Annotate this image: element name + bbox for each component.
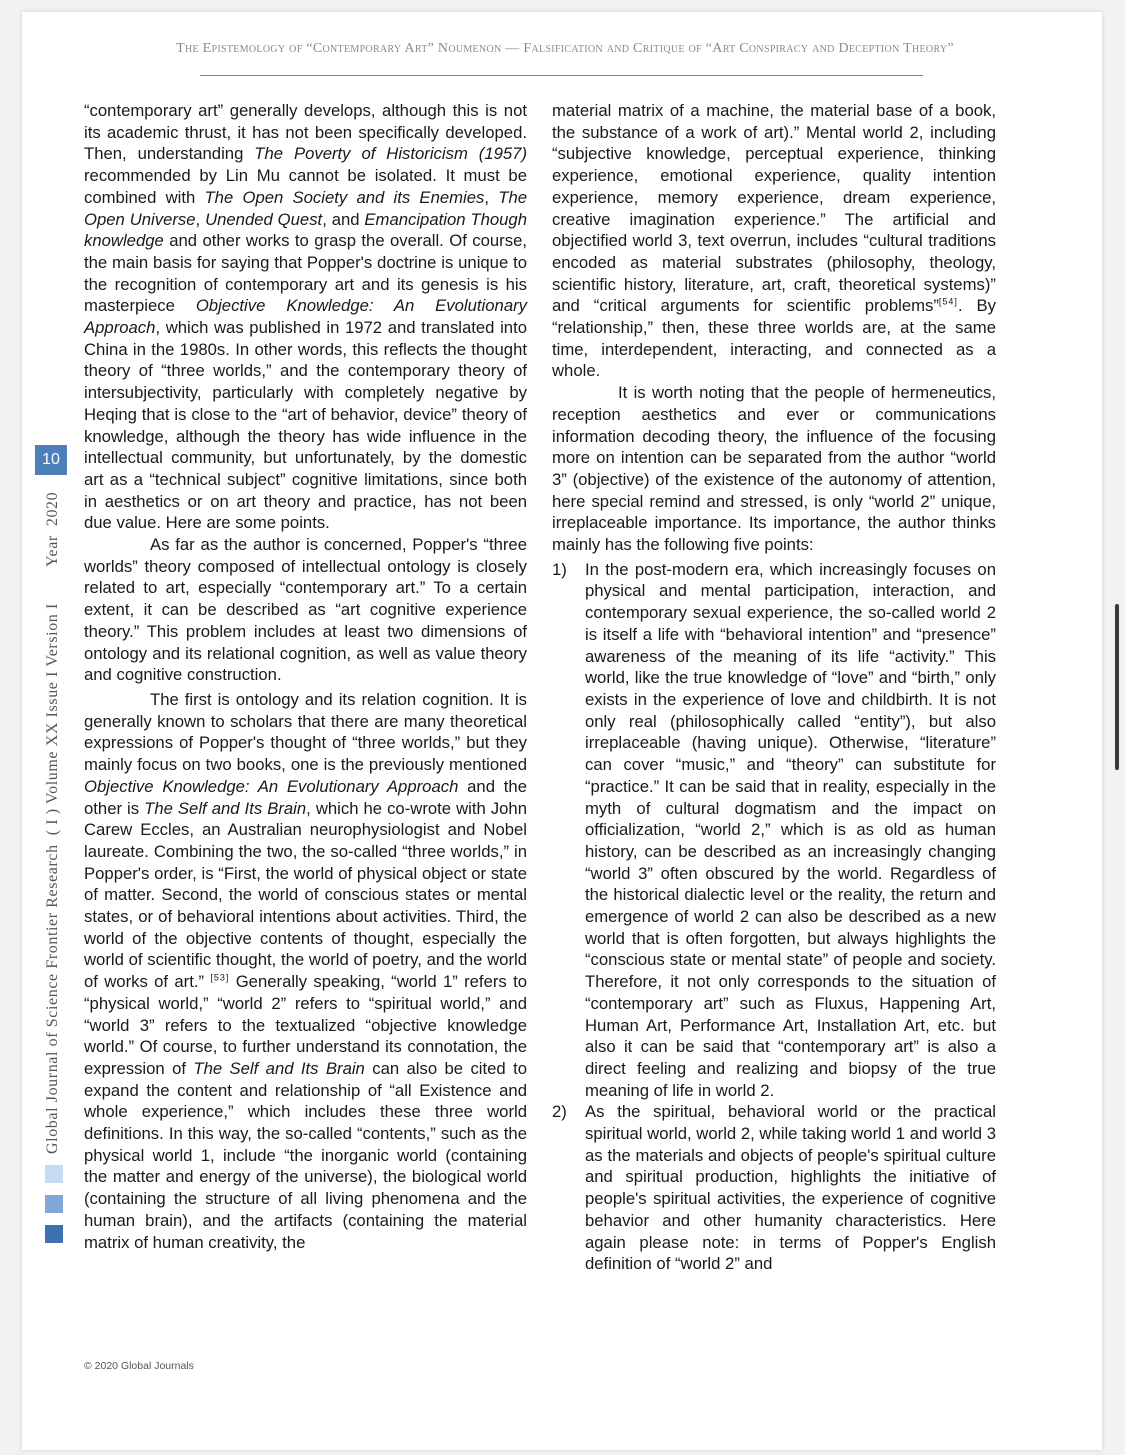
left-column [84,100,527,1253]
page-number-badge: 10 [35,445,67,475]
paragraph: It is worth noting that the people of hermeneutics, reception aesthetics and ever or communications information decoding theory, the influence of the focusing more on intention can be separated from the author “world 3” (objective) of the existence of the autonomy of attention, here special remind and stressed, is only “world 2” unique, irreplaceable importance. Its importance, the author thinks mainly has the following five points: [552,383,996,555]
decor-square-mid [45,1195,63,1213]
paragraph: The first is ontology and its relation cognition. It is generally known to scholars that there are many theoretical expressions of Popper's thought of “three worlds,” but they mainly focus on two books, one is the previously mentioned Objective Knowledge: An Evolutionary Approach and the other is The Self and Its Brain, which he co-wrote with John Carew Eccles, an Australian neurophysiologist and Nobel laureate. Combining the two, the so-called “three worlds,” in Popper's order, is “First, the world of physical object or state of matter. Second, the world of conscious states or mental states, or of behavioral intentions about activities. Third, the world of the objective contents of thought, especially the world of scientific thought, the world of poetry, and the world of works of art.” [53] Generally speaking, “world 1” refers to “physical world,” “world 2” refers to “spiritual world,” and “world 3” refers to the textualized “objective knowledge world.” Of course, to further understand its connotation, the expression of The Self and Its Brain can also be cited to expand the content and relationship of “all Existence and whole experience,” which includes these three world definitions. In this way, the so-called “contents,” such as the physical world 1, include “the inorganic world (containing the matter and energy of the universe), the biological world (containing the structure of all living phenomena and the human brain), and the artifacts (containing the material matrix of human creativity, the [84,689,527,1252]
year-label: Year [44,535,61,568]
citation-ref: [53] [210,972,230,983]
list-number: 1) [552,559,567,579]
header-rule [200,75,923,76]
issue-part: ( I ) Volume XX Issue I Version I [44,603,61,836]
citation-ref: [54] [938,296,958,307]
paragraph: “contemporary art” generally develops, although this is not its academic thrust, it has not been specifically developed. Then, understanding The Poverty of Historicism (1957) recommended by Lin Mu cannot be isolated. It must be combined with The Open Society and its Enemies, The Open Universe, Unended Quest, and Emancipation Though knowledge and other works to grasp the overall. Of course, the main basis for saying that Popper's doctrine is unique to the recognition of contemporary art and its genesis is his masterpiece Objective Knowledge: An Evolutionary Approach, which was published in 1972 and translated into China in the 1980s. In other words, this reflects the thought theory of “three worlds,” and the contemporary theory of intersubjectivity, particularly with completely negative by Heqing that is close to the “art of behavior, device” theory of knowledge, although the theory has wide influence in the intellectual community, but unfortunately, by the domestic art as a “technical subject” cognitive limitations, since both in aesthetics or on art theory and practice, has not been due value. Here are some points. [84,101,528,533]
year-value: 2020 [44,491,61,527]
paragraph: material matrix of a machine, the material base of a book, the substance of a work of art).” Mental world 2, including “subjective knowledge, perceptual experience, thinking experience, emotional experience, quality intention experience, memory experience, dream experience, creative imagination experience.” The artificial and objectified world 3, text overrun, includes “cultural traditions encoded as material substrates (philosophy, theology, scientific history, literature, art, craft, theoretical systems)” and “critical arguments for scientific problems”[54]. By “relationship,” then, these three worlds are, at the same time, interdependent, interacting, and connected as a whole. [552,101,996,381]
scrollbar-thumb[interactable] [1115,604,1119,770]
list-number: 2) [552,1102,567,1122]
running-header: The Epistemology of “Contemporary Art” Noumenon — Falsification and Critique of “Art Conspiracy and Deception Theory” [176,41,954,56]
decor-square-light [45,1165,63,1183]
copyright-footer: © 2020 Global Journals [84,1360,194,1372]
paragraph: As far as the author is concerned, Popper's “three worlds” theory composed of intellectual ontology is closely related to art, especially “contemporary art.” To a certain extent, it can be described as “art cognitive experience theory.” This problem includes at least two dimensions of ontology and its relational cognition, as well as value theory and cognitive construction. [84,535,527,685]
list-item: 2) As the spiritual, behavioral world or the practical spiritual world, world 2, while taking world 1 and world 3 as the materials and objects of people's spiritual culture and spiritual production, highlights the initiative of people's spiritual activities, the experience of cognitive behavior and other humanity characteristics. Here again please note: in terms of Popper's English definition of “world 2” and [552,1102,996,1274]
list-item: 1) In the post-modern era, which increasingly focuses on physical and mental participation, interaction, and contemporary sexual experience, the so-called world 2 is itself a life with “behavioral intention” and “presence” awareness of the meaning of its life “activity.” This world, like the true knowledge of “love” and “birth,” only exists in the experience of love and childbirth. It is not only real (philosophically called “entity”), but also irreplaceable (having unique). Otherwise, “literature” can cover “music,” and “theory” can substitute for “practice.” It can be said that in reality, especially in the myth of cultural dogmatism and the impact on officialization, “world 2,” which is as old as human history, can be described as an increasingly changing “world 3” often obscured by the world. Regardless of the historical dialectic level or the reality, the return and emergence of world 2 can also be described as a new world that is often forgotten, but always highlights the “conscious state or mental state” of people and society. Therefore, it not only corresponds to the situation of “contemporary art” such as Fluxus, Happening Art, Human Art, Performance Art, Installation Art, etc. but also it can be said that “contemporary art” is also a direct feeling and realizing and biopsy of the true meaning of life in world 2. [552,559,996,1100]
decor-square-dark [45,1225,63,1243]
journal-name: Global Journal of Science Frontier Research [44,844,61,1154]
right-column [552,100,996,1275]
